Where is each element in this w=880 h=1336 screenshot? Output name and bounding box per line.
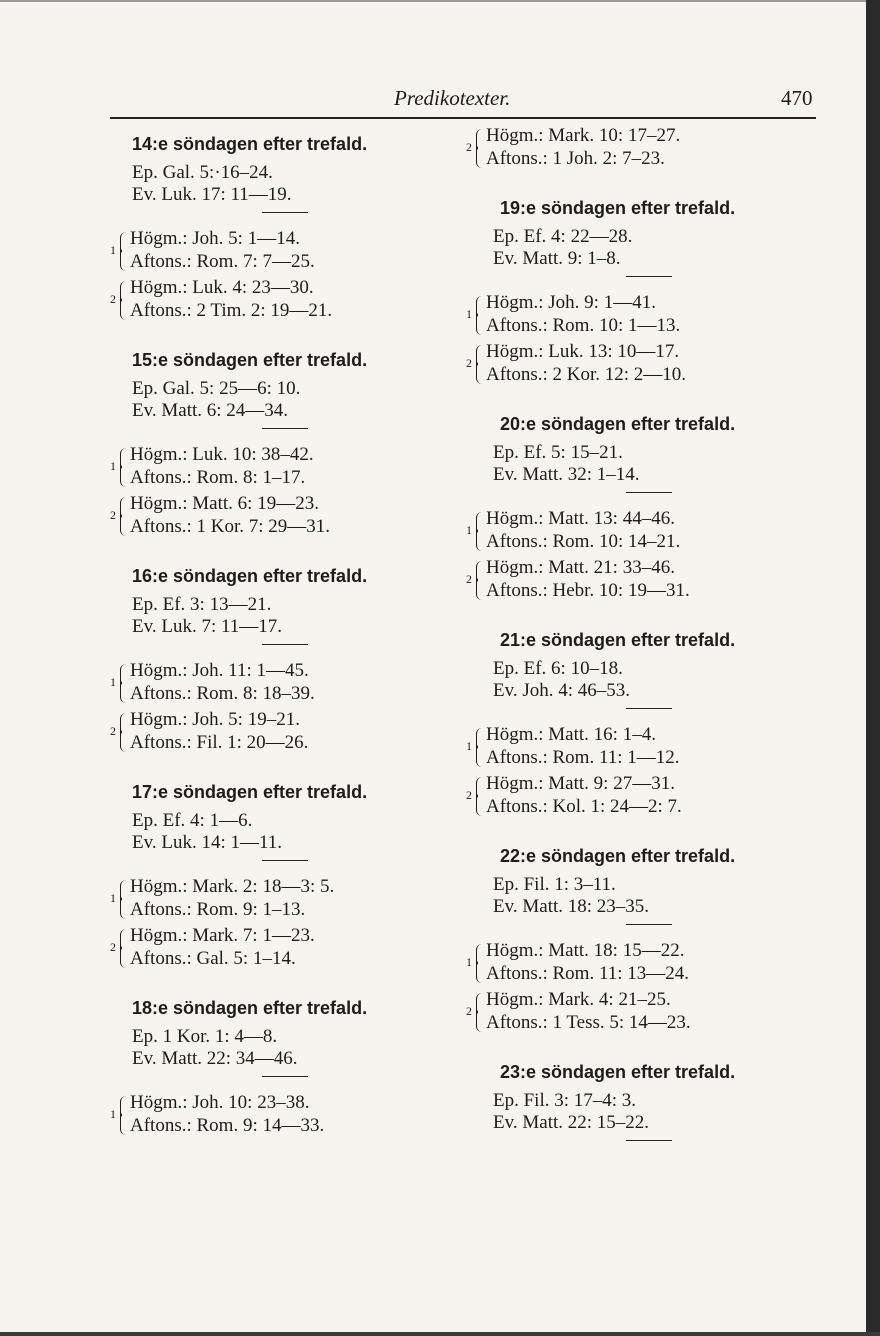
aftonsang-line: Aftons.: Rom. 10: 1—13.	[486, 315, 681, 336]
reading-pair	[466, 556, 806, 605]
gospel-line: Ev. Joh. 4: 46–53.	[493, 680, 631, 701]
aftonsang-line: Aftons.: Rom. 11: 1—12.	[486, 747, 680, 768]
reading-pair	[110, 708, 450, 757]
hogmassa-line: Högm.: Mark. 7: 1—23.	[130, 925, 315, 946]
reading-pair	[110, 276, 450, 325]
brace	[120, 448, 127, 487]
brace	[476, 345, 483, 384]
gospel-line: Ev. Matt. 22: 15–22.	[493, 1112, 650, 1133]
section-heading: 21:e söndagen efter trefald.	[500, 630, 736, 650]
hogmassa-line: Högm.: Matt. 18: 15—22.	[486, 940, 685, 961]
gospel-line: Ev. Matt. 9: 1–8.	[493, 248, 621, 269]
series-number: 1	[466, 955, 472, 969]
hogmassa-line: Högm.: Matt. 13: 44–46.	[486, 508, 675, 529]
series-number: 1	[466, 739, 472, 753]
aftonsang-line: Aftons.: 1 Kor. 7: 29—31.	[130, 516, 331, 537]
brace	[476, 296, 483, 335]
reading-pair	[110, 1091, 450, 1140]
hogmassa-line: Högm.: Matt. 9: 27—31.	[486, 773, 675, 794]
hogmassa-line: Högm.: Joh. 10: 23–38.	[130, 1092, 310, 1113]
reading-pair	[110, 443, 450, 492]
hogmassa-line: Högm.: Joh. 5: 19–21.	[130, 709, 300, 730]
reading-pair	[466, 291, 806, 340]
aftonsang-line: Aftons.: 2 Kor. 12: 2—10.	[486, 364, 687, 385]
separator-rule	[262, 1076, 308, 1077]
gospel-line: Ev. Matt. 6: 24—34.	[132, 400, 289, 421]
gospel-line: Ev. Matt. 32: 1–14.	[493, 464, 640, 485]
hogmassa-line: Högm.: Joh. 5: 1—14.	[130, 228, 300, 249]
epistle-line: Ep. Gal. 5: 25—6: 10.	[132, 378, 301, 399]
scan-edge-right	[866, 0, 880, 1336]
aftonsang-line: Aftons.: Rom. 10: 14–21.	[486, 531, 681, 552]
separator-rule	[262, 212, 308, 213]
series-number: 2	[466, 788, 472, 802]
brace	[476, 561, 483, 600]
epistle-line: Ep. Ef. 6: 10–18.	[493, 658, 623, 679]
section-heading: 15:e söndagen efter trefald.	[132, 350, 368, 370]
separator-rule	[626, 924, 672, 925]
series-number: 1	[110, 243, 116, 257]
separator-rule	[626, 492, 672, 493]
reading-pair	[110, 227, 450, 276]
hogmassa-line: Högm.: Matt. 16: 1–4.	[486, 724, 656, 745]
hogmassa-line: Högm.: Joh. 11: 1—45.	[130, 660, 309, 681]
series-number: 2	[466, 572, 472, 586]
section-heading: 17:e söndagen efter trefald.	[132, 782, 368, 802]
series-number: 2	[110, 292, 116, 306]
aftonsang-line: Aftons.: Rom. 11: 13—24.	[486, 963, 690, 984]
epistle-line: Ep. 1 Kor. 1: 4—8.	[132, 1026, 278, 1047]
aftonsang-line: Aftons.: Rom. 7: 7—25.	[130, 251, 315, 272]
section-heading: 18:e söndagen efter trefald.	[132, 998, 368, 1018]
separator-rule	[626, 708, 672, 709]
separator-rule	[262, 860, 308, 861]
aftonsang-line: Aftons.: Rom. 9: 14—33.	[130, 1115, 325, 1136]
brace	[120, 929, 127, 968]
section-heading: 16:e söndagen efter trefald.	[132, 566, 368, 586]
section-heading: 19:e söndagen efter trefald.	[500, 198, 736, 218]
hogmassa-line: Högm.: Luk. 10: 38–42.	[130, 444, 314, 465]
series-number: 2	[466, 1004, 472, 1018]
aftonsang-line: Aftons.: 1 Tess. 5: 14—23.	[486, 1012, 691, 1033]
brace	[120, 880, 127, 919]
brace	[476, 777, 483, 816]
aftonsang-line: Aftons.: Rom. 8: 18–39.	[130, 683, 315, 704]
hogmassa-line: Högm.: Joh. 9: 1—41.	[486, 292, 656, 313]
series-number: 2	[110, 724, 116, 738]
separator-rule	[262, 428, 308, 429]
brace	[120, 281, 127, 320]
reading-pair	[110, 492, 450, 541]
aftonsang-line: Aftons.: Rom. 9: 1–13.	[130, 899, 306, 920]
scan-edge-top	[0, 0, 880, 2]
gospel-line: Ev. Matt. 18: 23–35.	[493, 896, 650, 917]
hogmassa-line: Högm.: Mark. 4: 21–25.	[486, 989, 671, 1010]
brace	[120, 232, 127, 271]
epistle-line: Ep. Gal. 5:·16–24.	[132, 162, 273, 183]
separator-rule	[262, 644, 308, 645]
series-number: 1	[466, 523, 472, 537]
series-number: 1	[110, 459, 116, 473]
hogmassa-line: Högm.: Matt. 6: 19—23.	[130, 493, 319, 514]
series-number: 2	[110, 508, 116, 522]
section-heading: 23:e söndagen efter trefald.	[500, 1062, 736, 1082]
section-heading: 22:e söndagen efter trefald.	[500, 846, 736, 866]
epistle-line: Ep. Fil. 1: 3–11.	[493, 874, 616, 895]
epistle-line: Ep. Fil. 3: 17–4: 3.	[493, 1090, 637, 1111]
epistle-line: Ep. Ef. 4: 22—28.	[493, 226, 633, 247]
brace	[120, 664, 127, 703]
series-number: 1	[110, 1107, 116, 1121]
right-column	[466, 124, 806, 1155]
running-title: Predikotexter.	[394, 86, 511, 110]
gospel-line: Ev. Luk. 17: 11—19.	[132, 184, 292, 205]
reading-pair	[466, 340, 806, 389]
epistle-line: Ep. Ef. 5: 15–21.	[493, 442, 623, 463]
aftonsang-line: Aftons.: Hebr. 10: 19—31.	[486, 580, 690, 601]
brace	[476, 993, 483, 1032]
section-heading: 14:e söndagen efter trefald.	[132, 134, 368, 154]
reading-pair	[466, 723, 806, 772]
epistle-line: Ep. Ef. 4: 1—6.	[132, 810, 253, 831]
series-number: 1	[110, 675, 116, 689]
hogmassa-line: Högm.: Mark. 10: 17–27.	[486, 125, 681, 146]
scan-edge-bottom	[0, 1332, 880, 1336]
brace	[476, 512, 483, 551]
gospel-line: Ev. Luk. 14: 1—11.	[132, 832, 283, 853]
hogmassa-line: Högm.: Luk. 4: 23—30.	[130, 277, 314, 298]
gospel-line: Ev. Matt. 22: 34—46.	[132, 1048, 298, 1069]
series-number: 2	[466, 140, 472, 154]
section-heading: 20:e söndagen efter trefald.	[500, 414, 736, 434]
brace	[120, 497, 127, 536]
aftonsang-line: Aftons.: Rom. 8: 1–17.	[130, 467, 306, 488]
reading-pair	[466, 939, 806, 988]
brace	[476, 944, 483, 983]
hogmassa-line: Högm.: Matt. 21: 33–46.	[486, 557, 675, 578]
reading-pair	[466, 124, 806, 173]
separator-rule	[626, 1140, 672, 1141]
series-number: 2	[466, 356, 472, 370]
reading-pair	[110, 924, 450, 973]
brace	[476, 129, 483, 168]
reading-pair	[466, 772, 806, 821]
epistle-line: Ep. Ef. 3: 13—21.	[132, 594, 272, 615]
aftonsang-line: Aftons.: Kol. 1: 24—2: 7.	[486, 796, 682, 817]
brace	[120, 1096, 127, 1135]
reading-pair	[110, 659, 450, 708]
brace	[476, 728, 483, 767]
series-number: 2	[110, 940, 116, 954]
separator-rule	[626, 276, 672, 277]
reading-pair	[110, 875, 450, 924]
reading-pair	[466, 507, 806, 556]
brace	[120, 713, 127, 752]
aftonsang-line: Aftons.: 2 Tim. 2: 19—21.	[130, 300, 333, 321]
aftonsang-line: Aftons.: Fil. 1: 20—26.	[130, 732, 309, 753]
series-number: 1	[110, 891, 116, 905]
reading-pair	[466, 988, 806, 1037]
header-rule	[110, 117, 816, 119]
series-number: 1	[466, 307, 472, 321]
hogmassa-line: Högm.: Luk. 13: 10—17.	[486, 341, 680, 362]
hogmassa-line: Högm.: Mark. 2: 18—3: 5.	[130, 876, 335, 897]
page-number: 470	[781, 86, 813, 110]
gospel-line: Ev. Luk. 7: 11—17.	[132, 616, 283, 637]
left-column	[110, 126, 450, 1140]
aftonsang-line: Aftons.: Gal. 5: 1–14.	[130, 948, 296, 969]
aftonsang-line: Aftons.: 1 Joh. 2: 7–23.	[486, 148, 665, 169]
